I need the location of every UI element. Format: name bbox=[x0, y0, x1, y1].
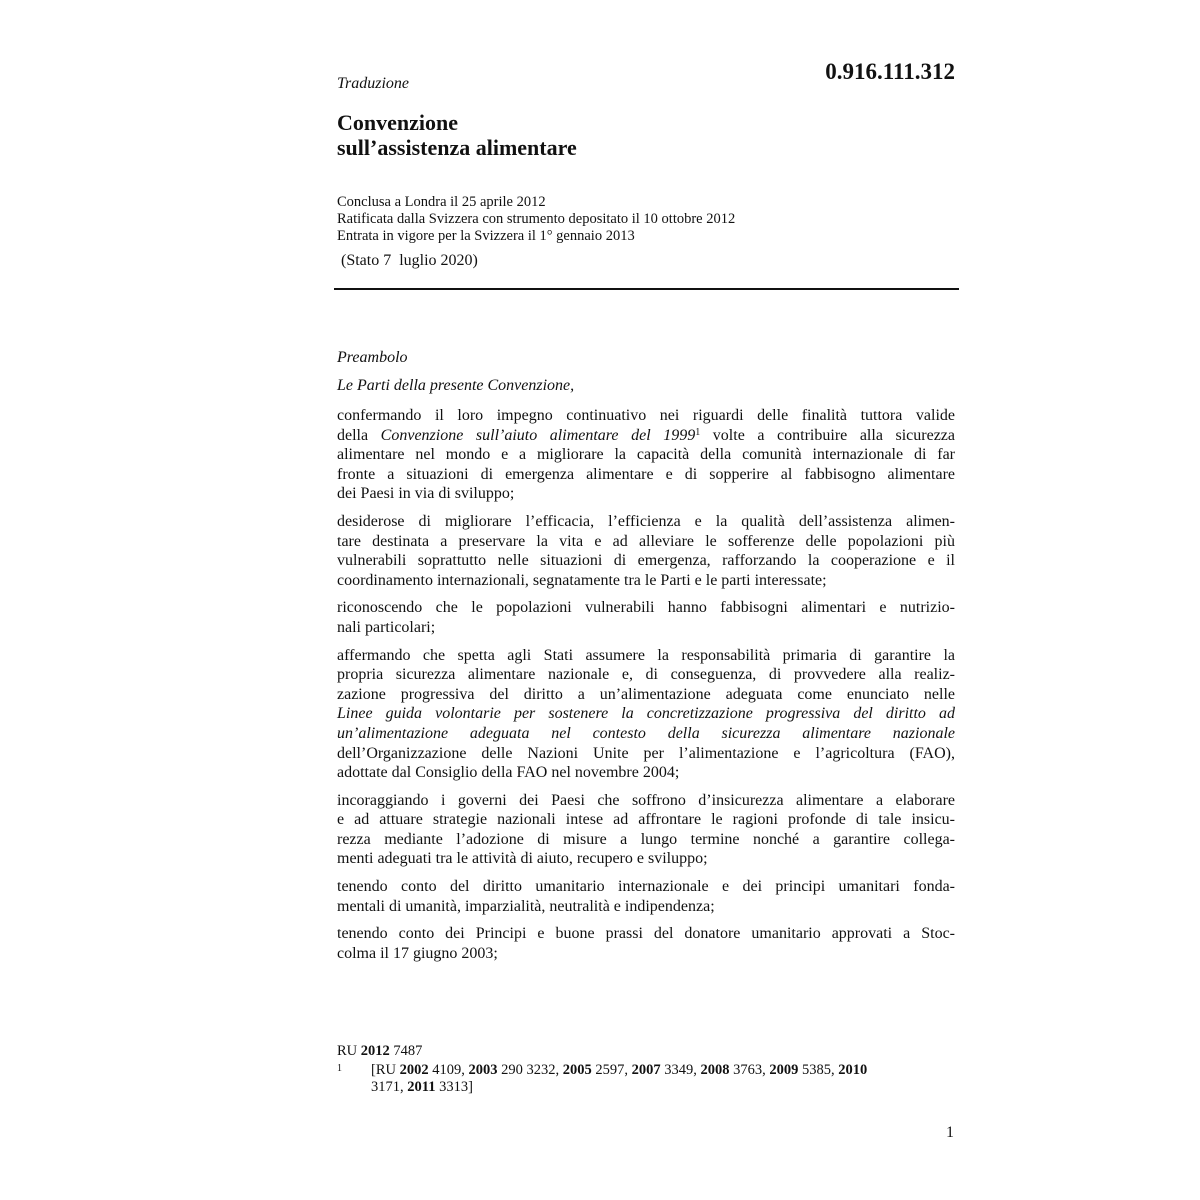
text-line-italic: un’alimentazione adeguata nel contesto della sicurezza alimentare nazionale bbox=[337, 724, 955, 742]
text-line: tenendo conto dei Principi e buone prassi del donatore umanitario approvati a Stoc- bbox=[337, 925, 955, 943]
title-line-2: sull’assistenza alimentare bbox=[337, 135, 577, 160]
paragraph-7 bbox=[337, 924, 955, 963]
text-line: rezza mediante l’adozione di misure a lungo termine nonché a garantire collega- bbox=[337, 830, 955, 848]
text-line-italic: Linee guida volontarie per sostenere la concretizzazione progressiva del diritto ad bbox=[337, 705, 955, 723]
text-run: 3349, bbox=[660, 1062, 701, 1078]
text-line: confermando il loro impegno continuativo nei riguardi delle finalità tuttora valide bbox=[337, 407, 955, 424]
fn-year: 2009 bbox=[769, 1062, 799, 1078]
text-run: della bbox=[337, 426, 381, 444]
text-line: dell’Organizzazione delle Nazioni Unite per l’alimentazione e l’agricoltura (FAO), bbox=[337, 744, 955, 762]
document-number: 0.916.111.312 bbox=[825, 59, 955, 84]
preamble-heading: Preambolo bbox=[337, 349, 408, 366]
header-divider bbox=[334, 288, 959, 290]
page-number: 1 bbox=[946, 1124, 954, 1141]
text-line: affermando che spetta agli Stati assumere la responsabilità primaria di garantire la bbox=[337, 646, 955, 664]
paragraph-4 bbox=[337, 646, 955, 783]
fn-year: 2003 bbox=[468, 1062, 498, 1078]
text-line: tare destinata a preservare la vita e ad alleviare le sofferenze delle popolazioni più bbox=[337, 532, 955, 550]
text-run: [RU bbox=[371, 1062, 400, 1078]
fn-year: 2010 bbox=[838, 1062, 868, 1078]
text-line: e ad attuare strategie nazionali intese ad affrontare le ragioni profonde di tale insicu- bbox=[337, 811, 955, 829]
text-run: 3763, bbox=[729, 1062, 770, 1078]
text-run: 5385, bbox=[798, 1062, 839, 1078]
text-run: 2597, bbox=[591, 1062, 632, 1078]
paragraph-1 bbox=[337, 406, 955, 504]
paragraph-2 bbox=[337, 512, 955, 590]
paragraph-6 bbox=[337, 877, 955, 916]
footnote-body bbox=[371, 1062, 957, 1096]
footnote-line-2 bbox=[371, 1079, 957, 1096]
document-title bbox=[337, 110, 577, 160]
text-line: vulnerabili soprattutto nelle situazioni di emergenza, rafforzando la cooperazione e il bbox=[337, 552, 955, 570]
text-line: propria sicurezza alimentare nazionale e, di conseguenza, di provvedere alla realiz- bbox=[337, 666, 955, 684]
text-run: 290 3232, bbox=[497, 1062, 563, 1078]
title-line-1: Convenzione bbox=[337, 110, 458, 135]
ru-page: 7487 bbox=[389, 1043, 423, 1059]
text-line bbox=[337, 426, 955, 446]
text-line: riconoscendo che le popolazioni vulnerabili hanno fabbisogni alimentari e nutrizio- bbox=[337, 599, 955, 617]
text-line: fronte a situazioni di emergenza alimentare e di sopperire al fabbisogno alimentare bbox=[337, 465, 955, 483]
convention-title-italic: Convenzione sull’aiuto alimentare del 1999 bbox=[380, 426, 696, 444]
footnote-line-1 bbox=[371, 1062, 957, 1079]
text-run: 3313] bbox=[435, 1079, 473, 1095]
fn-year: 2002 bbox=[399, 1062, 429, 1078]
text-run: 3171, bbox=[371, 1079, 408, 1095]
footnote-1 bbox=[337, 1062, 957, 1096]
text-line: zazione progressiva del diritto a un’alimentazione adeguata come enunciato nelle bbox=[337, 685, 955, 703]
fn-year: 2005 bbox=[562, 1062, 592, 1078]
ru-prefix: RU bbox=[337, 1043, 361, 1059]
status-date: (Stato 7 luglio 2020) bbox=[341, 252, 478, 269]
document-meta bbox=[337, 194, 735, 245]
text-line: mentali di umanità, imparzialità, neutralità e indipendenza; bbox=[337, 897, 715, 915]
fn-year: 2007 bbox=[631, 1062, 661, 1078]
ratified-info: Ratificata dalla Svizzera con strumento depositato il 10 ottobre 2012 bbox=[337, 211, 736, 227]
concluded-info: Conclusa a Londra il 25 aprile 2012 bbox=[337, 194, 546, 210]
text-run: volte a contribuire alla sicurezza bbox=[700, 426, 956, 444]
preamble-body bbox=[337, 406, 955, 971]
text-line: tenendo conto del diritto umanitario internazionale e dei principi umanitari fonda- bbox=[337, 878, 955, 896]
paragraph-5 bbox=[337, 791, 955, 869]
text-line: desiderose di migliorare l’efficacia, l’efficienza e la qualità dell’assistenza alimen- bbox=[337, 512, 955, 530]
text-line: colma il 17 giugno 2003; bbox=[337, 944, 498, 962]
text-run: 4109, bbox=[428, 1062, 469, 1078]
parties-intro: Le Parti della presente Convenzione, bbox=[337, 377, 575, 394]
translation-label: Traduzione bbox=[337, 75, 410, 92]
fn-year: 2008 bbox=[700, 1062, 730, 1078]
in-force-info: Entrata in vigore per la Svizzera il 1° gennaio 2013 bbox=[337, 228, 635, 244]
text-line: coordinamento internazionali, segnatamente tra le Parti e le parti interessate; bbox=[337, 571, 827, 589]
paragraph-3 bbox=[337, 598, 955, 637]
text-line: nali particolari; bbox=[337, 618, 436, 636]
text-line: menti adeguati tra le attività di aiuto, recupero e sviluppo; bbox=[337, 850, 708, 868]
official-compilation-ref bbox=[337, 1043, 422, 1060]
text-line: dei Paesi in via di sviluppo; bbox=[337, 485, 515, 503]
text-line: incoraggiando i governi dei Paesi che soffrono d’insicurezza alimentare a elaborare bbox=[337, 791, 955, 809]
fn-year: 2011 bbox=[407, 1079, 436, 1095]
footnote-ref[interactable]: 1 bbox=[695, 426, 701, 438]
ru-year: 2012 bbox=[360, 1043, 390, 1059]
text-line: alimentare nel mondo e a migliorare la capacità della comunità internazionale di far bbox=[337, 446, 955, 464]
footnote-mark: 1 bbox=[337, 1063, 342, 1074]
text-line: adottate dal Consiglio della FAO nel novembre 2004; bbox=[337, 764, 680, 782]
